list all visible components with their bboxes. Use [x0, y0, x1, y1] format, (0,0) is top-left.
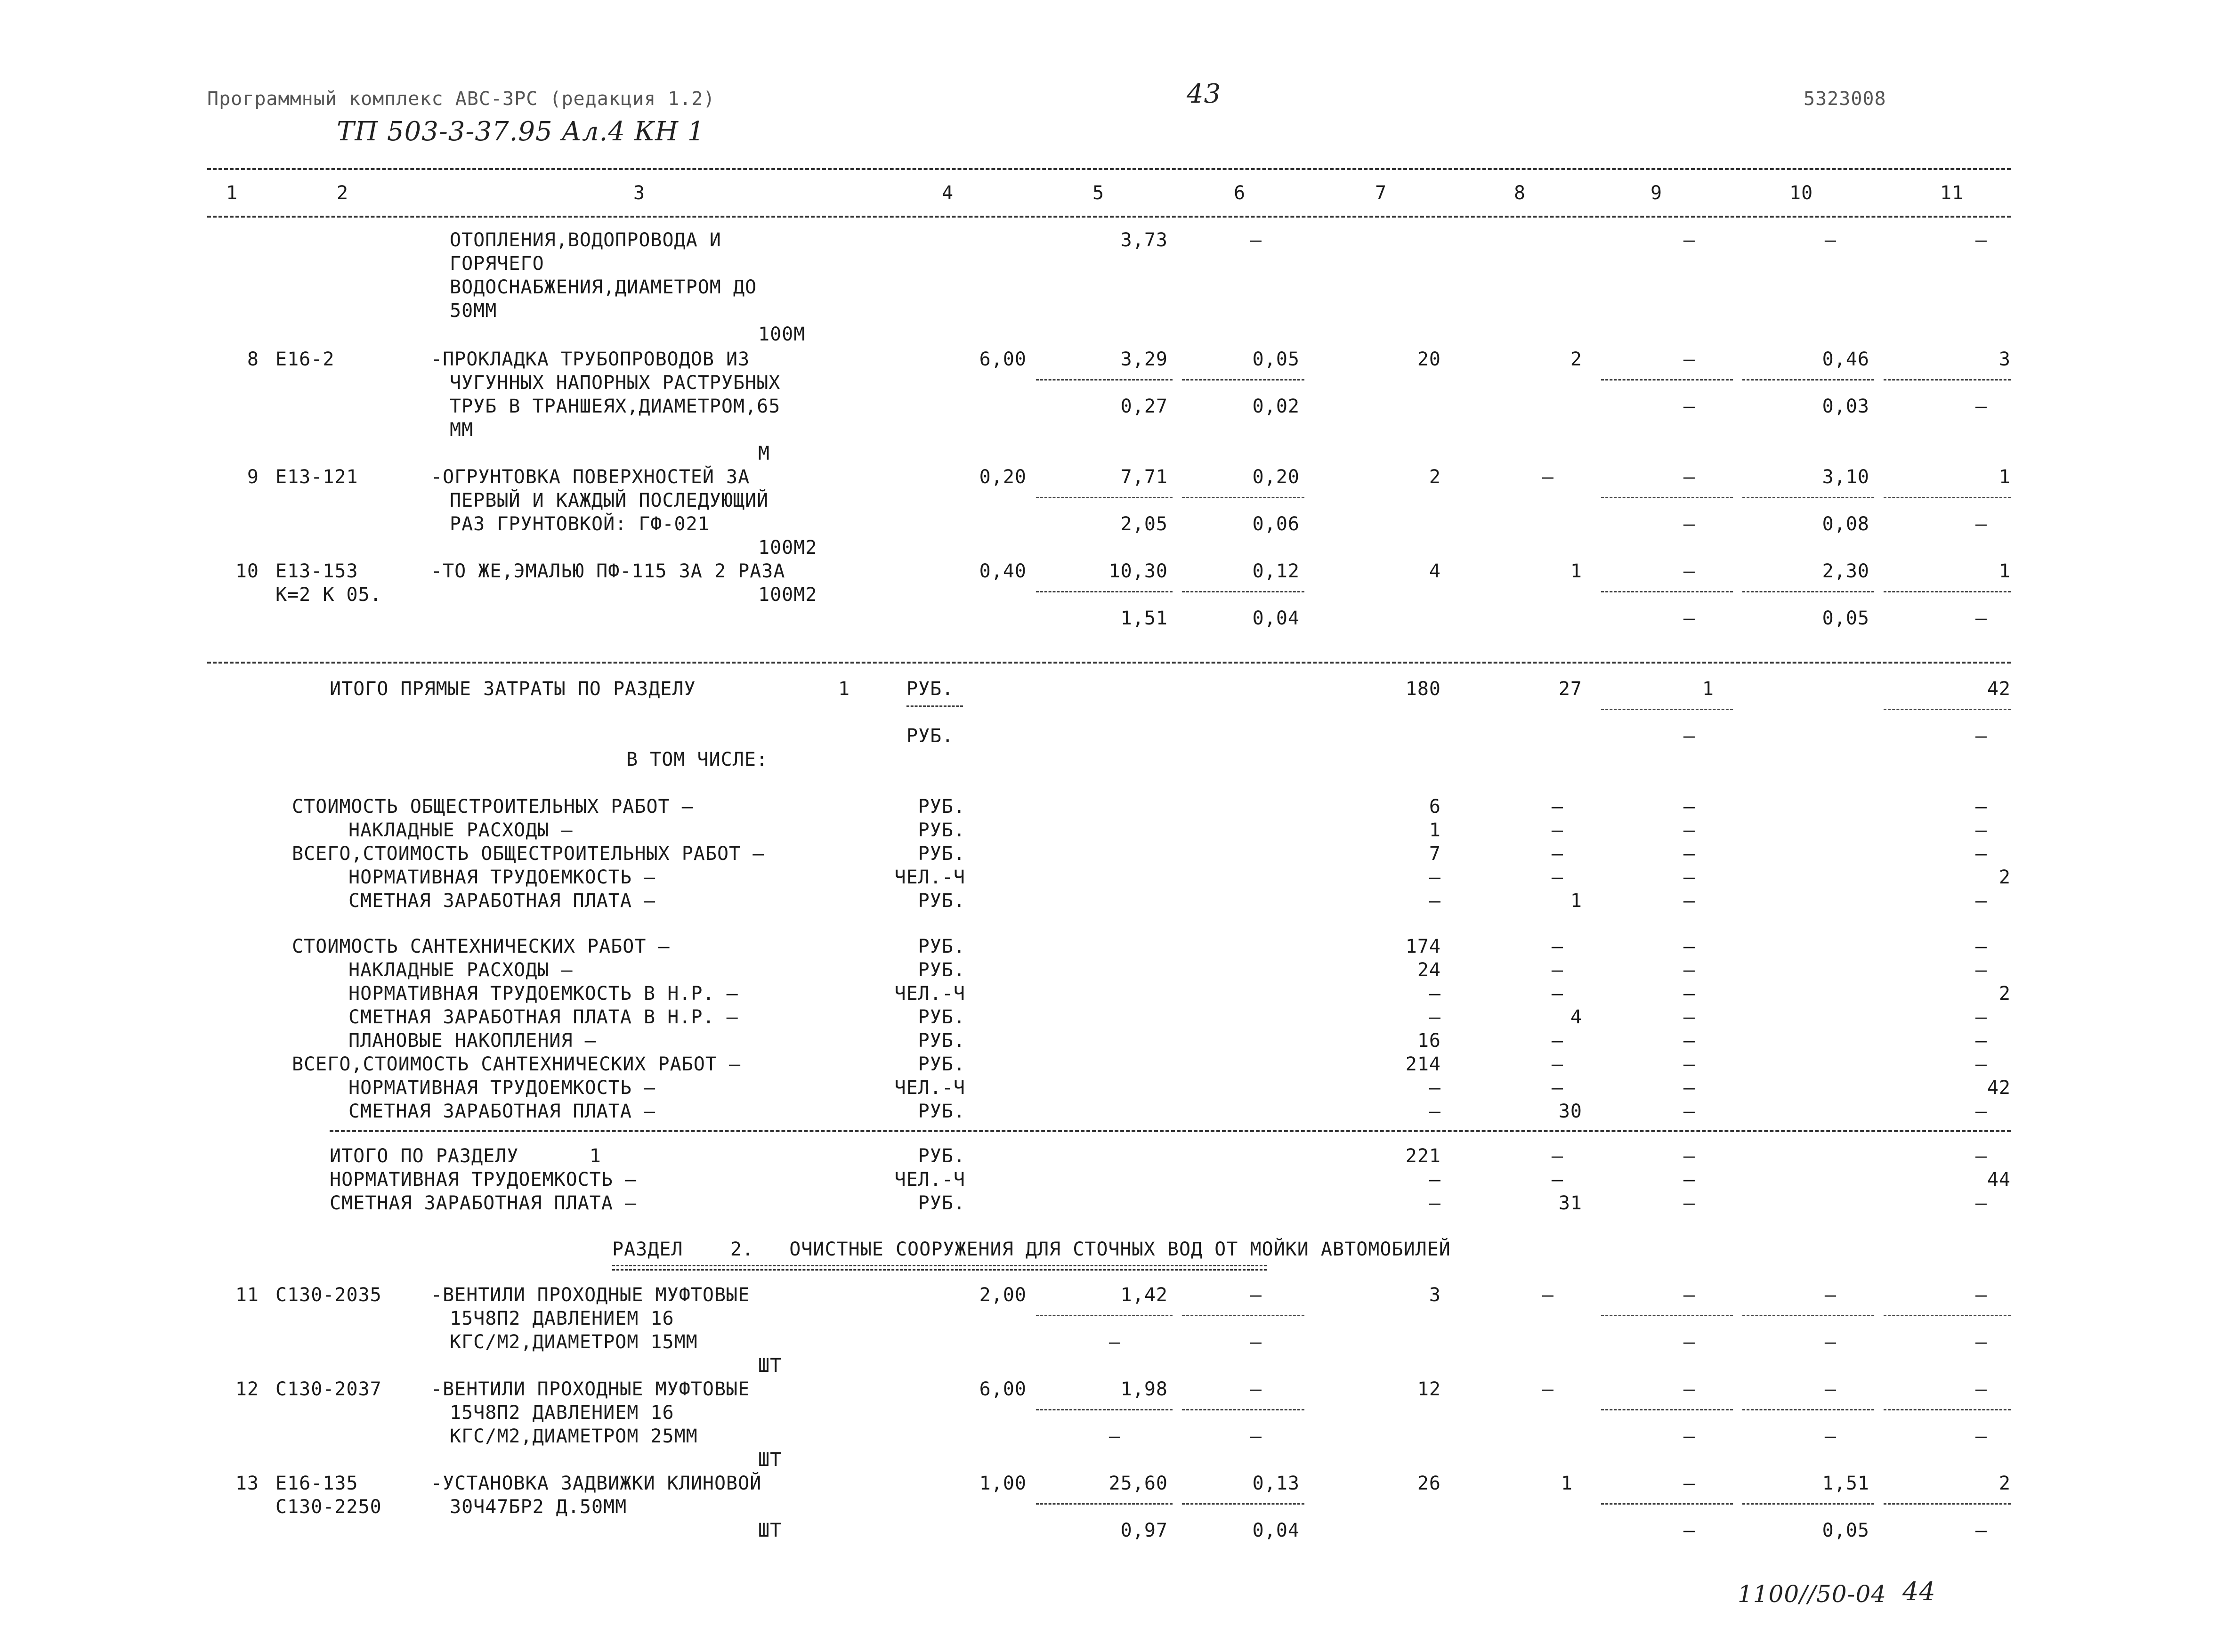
cell-divider [1036, 591, 1173, 592]
col-header-6: 6 [1234, 182, 1246, 204]
summary-unit: РУБ. [918, 796, 965, 818]
cell-c10: – [1824, 1284, 1837, 1306]
item-code-secondary: С130-2250 [275, 1496, 382, 1518]
summary-c8: – [1551, 796, 1563, 818]
including-label: В ТОМ ЧИСЛЕ: [626, 749, 768, 770]
cell-divider [1884, 1409, 2011, 1410]
summary-c9: – [1683, 959, 1695, 981]
summary-c7: – [1429, 890, 1441, 912]
totals-unit: РУБ. [906, 678, 954, 700]
summary-c9: – [1683, 1169, 1695, 1190]
totals-c9: 1 [1702, 678, 1714, 700]
summary-unit: РУБ. [918, 1006, 965, 1028]
cell-c7: 20 [1417, 348, 1441, 370]
cell-divider [1601, 1315, 1733, 1316]
summary-c9: – [1683, 1192, 1695, 1214]
summary-unit: ЧЕЛ.-Ч [894, 866, 965, 888]
cell-c10-b: 0,05 [1822, 1520, 1869, 1541]
summary-c8: – [1551, 1053, 1563, 1075]
cell-divider [1036, 1315, 1173, 1316]
summary-c8: 4 [1570, 1006, 1582, 1028]
summary-c8: – [1551, 1030, 1563, 1052]
col-header-2: 2 [337, 182, 349, 204]
cell-c5: 25,60 [1108, 1473, 1168, 1494]
cell-c11: 1 [1998, 466, 2011, 488]
summary-unit: РУБ. [918, 1053, 965, 1075]
cell-qty: 1,00 [979, 1473, 1027, 1494]
cell-c5-b: 2,05 [1120, 513, 1168, 535]
item-name-line: ММ [450, 419, 474, 441]
cell-c10: – [1824, 1378, 1837, 1400]
cell-divider [1742, 1503, 1874, 1505]
cell-c6-b: 0,04 [1252, 607, 1300, 629]
cell-c9-b: – [1683, 396, 1695, 417]
header-top-rule [207, 168, 2011, 170]
summary-c11: – [1975, 890, 1987, 912]
summary-c7: – [1429, 983, 1441, 1004]
summary-c11: – [1975, 1145, 1987, 1167]
cell-c5: 1,42 [1120, 1284, 1168, 1306]
totals-c11: 42 [1987, 678, 2011, 700]
cell-divider [1884, 591, 2011, 592]
summary-c9: – [1683, 1053, 1695, 1075]
cell-divider [1036, 1503, 1173, 1505]
cell-c6: – [1250, 1284, 1262, 1306]
cell-c11-b: – [1975, 513, 1987, 535]
cell-qty: 2,00 [979, 1284, 1027, 1306]
item-code: С130-2035 [275, 1284, 382, 1306]
item-name-line: -ВЕНТИЛИ ПРОХОДНЫЕ МУФТОВЫЕ [431, 1284, 750, 1306]
summary-label: СМЕТНАЯ ЗАРАБОТНАЯ ПЛАТА – [348, 890, 656, 912]
cell-c11-b: – [1975, 1425, 1987, 1447]
cell-divider [1742, 497, 1874, 498]
item-name-line: -ВЕНТИЛИ ПРОХОДНЫЕ МУФТОВЫЕ [431, 1378, 750, 1400]
summary-c8: – [1551, 866, 1563, 888]
summary-c8: – [1551, 819, 1563, 841]
item-unit: М [758, 443, 770, 464]
summary-c11: 44 [1987, 1169, 2011, 1190]
cell-qty: 6,00 [979, 1378, 1027, 1400]
cell-c9: – [1683, 348, 1695, 370]
summary-c9: – [1683, 796, 1695, 818]
cell-c10-b: 0,08 [1822, 513, 1869, 535]
summary-c8: – [1551, 1145, 1563, 1167]
summary-c11: – [1975, 1192, 1987, 1214]
cell-divider [1182, 591, 1304, 592]
summary-c9: – [1683, 819, 1695, 841]
summary-c7: 1 [1429, 819, 1441, 841]
cell-c10-b: – [1824, 1425, 1837, 1447]
summary-c7: – [1429, 866, 1441, 888]
item-number: 9 [247, 466, 259, 488]
item-unit: 100М2 [758, 537, 817, 559]
summary-label: ПЛАНОВЫЕ НАКОПЛЕНИЯ – [348, 1030, 597, 1052]
item-name-line: ЧУГУННЫХ НАПОРНЫХ РАСТРУБНЫХ [450, 372, 781, 394]
cell-divider [1742, 379, 1874, 381]
cell-c5-b: – [1108, 1425, 1121, 1447]
cell-c7: 3 [1429, 1284, 1441, 1306]
summary-c9: – [1683, 890, 1695, 912]
summary-unit: РУБ. [918, 1145, 965, 1167]
cell-divider [1036, 1409, 1173, 1410]
summary-c7: – [1429, 1077, 1441, 1099]
item-name-line: ВОДОСНАБЖЕНИЯ,ДИАМЕТРОМ ДО [450, 276, 757, 298]
summary-c9: – [1683, 983, 1695, 1004]
cell-c6-b: – [1250, 1331, 1262, 1353]
item-number: 8 [247, 348, 259, 370]
summary-unit: ЧЕЛ.-Ч [894, 1169, 965, 1190]
cell-c10: 0,46 [1822, 348, 1869, 370]
cell-c8: 2 [1570, 348, 1582, 370]
cell-qty: 0,40 [979, 560, 1027, 582]
cell-c9: – [1683, 229, 1695, 251]
cell-c6: 0,12 [1252, 560, 1300, 582]
cell-c8: – [1542, 466, 1554, 488]
summary-c9: – [1683, 866, 1695, 888]
cell-c8: – [1542, 1378, 1554, 1400]
item-name-line: 50ММ [450, 300, 497, 322]
summary-label: ИТОГО ПО РАЗДЕЛУ 1 [330, 1145, 601, 1167]
cell-c6-b: – [1250, 1425, 1262, 1447]
summary-c7: 7 [1429, 843, 1441, 865]
col-header-5: 5 [1092, 182, 1105, 204]
summary-label: НОРМАТИВНАЯ ТРУДОЕМКОСТЬ – [348, 866, 656, 888]
item-name-line: -ПРОКЛАДКА ТРУБОПРОВОДОВ ИЗ [431, 348, 750, 370]
cell-c10: 3,10 [1822, 466, 1869, 488]
totals-unit-2: РУБ. [906, 725, 954, 747]
cell-c5-b: 0,97 [1120, 1520, 1168, 1541]
cell-c10-b: – [1824, 1331, 1837, 1353]
document-code: 5323008 [1804, 88, 1886, 110]
item-code: Е16-2 [275, 348, 335, 370]
summary-c7: 24 [1417, 959, 1441, 981]
cell-divider [1884, 379, 2011, 381]
header-bottom-rule [207, 216, 2011, 218]
summary-c11: 2 [1998, 866, 2011, 888]
cell-divider [1601, 497, 1733, 498]
cell-divider [1884, 709, 2011, 710]
summary-c8: – [1551, 983, 1563, 1004]
col-header-9: 9 [1651, 182, 1663, 204]
cell-qty: 0,20 [979, 466, 1027, 488]
cell-c9-b: – [1683, 1520, 1695, 1541]
cell-c6-b: 0,04 [1252, 1520, 1300, 1541]
cell-divider [1601, 379, 1733, 381]
item-unit: 100М [758, 324, 806, 345]
summary-c7: 6 [1429, 796, 1441, 818]
cell-c11-b: – [1975, 607, 1987, 629]
summary-c9: – [1683, 1101, 1695, 1122]
cell-c11-b: – [1975, 396, 1987, 417]
item-name-line: ГОРЯЧЕГО [450, 253, 544, 275]
cell-divider [1036, 497, 1173, 498]
summary-c9: – [1683, 1030, 1695, 1052]
summary-label: СМЕТНАЯ ЗАРАБОТНАЯ ПЛАТА В Н.Р. – [348, 1006, 738, 1028]
totals-label: ИТОГО ПРЯМЫЕ ЗАТРАТЫ ПО РАЗДЕЛУ [330, 678, 696, 700]
item-code: Е13-121 [275, 466, 358, 488]
summary-c11: 2 [1998, 983, 2011, 1004]
summary-label: СТОИМОСТЬ САНТЕХНИЧЕСКИХ РАБОТ – [292, 936, 670, 957]
summary-label: СТОИМОСТЬ ОБЩЕСТРОИТЕЛЬНЫХ РАБОТ – [292, 796, 694, 818]
col-header-10: 10 [1789, 182, 1813, 204]
cell-c5: 10,30 [1108, 560, 1168, 582]
item-name-line: 15Ч8П2 ДАВЛЕНИЕМ 16 [450, 1402, 674, 1424]
footer-handwritten-note: 1100//50-04 [1738, 1580, 1887, 1608]
cell-c10-b: 0,05 [1822, 607, 1869, 629]
summary-c7: – [1429, 1006, 1441, 1028]
totals-section: 1 [838, 678, 850, 700]
cell-c5: 3,73 [1120, 229, 1168, 251]
summary-unit: ЧЕЛ.-Ч [894, 1077, 965, 1099]
summary-c11: – [1975, 796, 1987, 818]
cell-divider [1182, 1503, 1304, 1505]
cell-divider [1182, 1315, 1304, 1316]
totals-c8: 27 [1558, 678, 1582, 700]
summary-c7: 221 [1405, 1145, 1441, 1167]
cell-divider [1884, 1315, 2011, 1316]
cell-c5-b: 1,51 [1120, 607, 1168, 629]
cell-c9-b: – [1683, 607, 1695, 629]
cell-c11: 1 [1998, 560, 2011, 582]
summary-c11: – [1975, 959, 1987, 981]
item-number: 10 [235, 560, 259, 582]
item-name-line: -УСТАНОВКА ЗАДВИЖКИ КЛИНОВОЙ [431, 1473, 762, 1494]
cell-c5-b: 0,27 [1120, 396, 1168, 417]
totals-c7: 180 [1405, 678, 1441, 700]
summary-c9: – [1683, 1006, 1695, 1028]
summary-unit: РУБ. [918, 959, 965, 981]
program-name: Программный комплекс АВС-3РС (редакция 1.2) [207, 88, 715, 110]
cell-c10: 2,30 [1822, 560, 1869, 582]
item-name-line: ПЕРВЫЙ И КАЖДЫЙ ПОСЛЕДУЮЩИЙ [450, 490, 769, 511]
summary-c11: – [1975, 1030, 1987, 1052]
summary-c11: – [1975, 936, 1987, 957]
cell-divider [1884, 1503, 2011, 1505]
summary-c8: – [1551, 1169, 1563, 1190]
summary-c9: – [1683, 1077, 1695, 1099]
col-header-11: 11 [1940, 182, 1964, 204]
cell-c8: – [1542, 1284, 1554, 1306]
summary-c11: – [1975, 1053, 1987, 1075]
summary-label: НОРМАТИВНАЯ ТРУДОЕМКОСТЬ – [330, 1169, 637, 1190]
summary-unit: РУБ. [918, 936, 965, 957]
summary-c11: – [1975, 1101, 1987, 1122]
summary-unit: РУБ. [918, 890, 965, 912]
summary-label: НАКЛАДНЫЕ РАСХОДЫ – [348, 819, 573, 841]
cell-c11-b: – [1975, 1520, 1987, 1541]
summary-label: ВСЕГО,СТОИМОСТЬ САНТЕХНИЧЕСКИХ РАБОТ – [292, 1053, 741, 1075]
cell-qty: 6,00 [979, 348, 1027, 370]
cell-c11: – [1975, 1284, 1987, 1306]
cell-divider [1601, 709, 1733, 710]
summary-unit: РУБ. [918, 1101, 965, 1122]
item-number: 12 [235, 1378, 259, 1400]
cell-c8: 1 [1561, 1473, 1573, 1494]
summary-label: ВСЕГО,СТОИМОСТЬ ОБЩЕСТРОИТЕЛЬНЫХ РАБОТ – [292, 843, 765, 865]
col-header-8: 8 [1514, 182, 1526, 204]
cell-c10: 1,51 [1822, 1473, 1869, 1494]
item-code-coef: К=2 К 05. [275, 584, 382, 606]
cell-divider [1182, 1409, 1304, 1410]
summary-label: СМЕТНАЯ ЗАРАБОТНАЯ ПЛАТА – [348, 1101, 656, 1122]
cell-c6: – [1250, 1378, 1262, 1400]
item-name-line: КГС/М2,ДИАМЕТРОМ 15ММ [450, 1331, 698, 1353]
cell-c10-b: 0,03 [1822, 396, 1869, 417]
item-name-line: 30Ч47БР2 Д.50ММ [450, 1496, 627, 1518]
cell-c5: 7,71 [1120, 466, 1168, 488]
cell-c9-b: – [1683, 513, 1695, 535]
summary-label: НОРМАТИВНАЯ ТРУДОЕМКОСТЬ В Н.Р. – [348, 983, 738, 1004]
item-unit: ШТ [758, 1449, 782, 1471]
cell-c9: – [1683, 560, 1695, 582]
cell-c11: 3 [1998, 348, 2011, 370]
cell-c7: 2 [1429, 466, 1441, 488]
item-code: Е13-153 [275, 560, 358, 582]
cell-c6: 0,20 [1252, 466, 1300, 488]
col-header-3: 3 [633, 182, 646, 204]
totals-c11-b: – [1975, 725, 1987, 747]
col-header-1: 1 [226, 182, 238, 204]
cell-c6-b: 0,02 [1252, 396, 1300, 417]
cell-c6: 0,13 [1252, 1473, 1300, 1494]
summary-label: НОРМАТИВНАЯ ТРУДОЕМКОСТЬ – [348, 1077, 656, 1099]
cell-divider [1601, 1503, 1733, 1505]
item-name-line: ТРУБ В ТРАНШЕЯХ,ДИАМЕТРОМ,65 [450, 396, 781, 417]
cell-c5: 3,29 [1120, 348, 1168, 370]
summary-c7: 174 [1405, 936, 1441, 957]
summary-unit: РУБ. [918, 1192, 965, 1214]
item-name-line: КГС/М2,ДИАМЕТРОМ 25ММ [450, 1425, 698, 1447]
cell-divider [906, 705, 963, 707]
summary-c8: – [1551, 1077, 1563, 1099]
summary-c8: 31 [1558, 1192, 1582, 1214]
cell-c9-b: – [1683, 1425, 1695, 1447]
col-header-7: 7 [1375, 182, 1387, 204]
cell-divider [1742, 591, 1874, 592]
summary-unit: РУБ. [918, 843, 965, 865]
summary-c9: – [1683, 936, 1695, 957]
item-number: 11 [235, 1284, 259, 1306]
col-header-4: 4 [942, 182, 954, 204]
item-unit: ШТ [758, 1520, 782, 1541]
summary-c11: 42 [1987, 1077, 2011, 1099]
cell-divider [1182, 379, 1304, 381]
cell-divider [1884, 497, 2011, 498]
cell-c9: – [1683, 1284, 1695, 1306]
cell-c7: 26 [1417, 1473, 1441, 1494]
summary-c7: 214 [1405, 1053, 1441, 1075]
section-title: РАЗДЕЛ 2. ОЧИСТНЫЕ СООРУЖЕНИЯ ДЛЯ СТОЧНЫХ ВОД ОТ МОЙКИ АВТОМОБИЛЕЙ [612, 1239, 1451, 1260]
summary-label: НАКЛАДНЫЕ РАСХОДЫ – [348, 959, 573, 981]
handwritten-reference: ТП 503-3-37.95 Ал.4 КН 1 [337, 116, 705, 147]
summary-c7: – [1429, 1192, 1441, 1214]
item-code: Е16-135 [275, 1473, 358, 1494]
summary-rule [330, 1130, 2011, 1132]
totals-c9-b: – [1683, 725, 1695, 747]
cell-divider [1036, 379, 1173, 381]
cell-c11: – [1975, 229, 1987, 251]
summary-c8: 30 [1558, 1101, 1582, 1122]
cell-c6: – [1250, 229, 1262, 251]
cell-c6-b: 0,06 [1252, 513, 1300, 535]
item-unit: 100М2 [758, 584, 817, 606]
cell-divider [1601, 591, 1733, 592]
summary-c8: – [1551, 843, 1563, 865]
cell-c9: – [1683, 1378, 1695, 1400]
summary-unit: ЧЕЛ.-Ч [894, 983, 965, 1004]
cell-c8: 1 [1570, 560, 1582, 582]
footer-handwritten-page: 44 [1902, 1577, 1936, 1606]
summary-c9: – [1683, 843, 1695, 865]
item-unit: ШТ [758, 1355, 782, 1377]
summary-label: СМЕТНАЯ ЗАРАБОТНАЯ ПЛАТА – [330, 1192, 637, 1214]
cell-c9: – [1683, 1473, 1695, 1494]
summary-c7: 16 [1417, 1030, 1441, 1052]
summary-c8: – [1551, 936, 1563, 957]
item-name-line: 15Ч8П2 ДАВЛЕНИЕМ 16 [450, 1308, 674, 1329]
item-number: 13 [235, 1473, 259, 1494]
cell-c9-b: – [1683, 1331, 1695, 1353]
cell-c7: 12 [1417, 1378, 1441, 1400]
section-end-rule [207, 662, 2011, 664]
summary-c9: – [1683, 1145, 1695, 1167]
cell-c11: 2 [1998, 1473, 2011, 1494]
section-title-underline [612, 1265, 1267, 1271]
cell-divider [1742, 1409, 1874, 1410]
cell-c11-b: – [1975, 1331, 1987, 1353]
item-name-line: -ТО ЖЕ,ЭМАЛЬЮ ПФ-115 ЗА 2 РАЗА [431, 560, 785, 582]
summary-c7: – [1429, 1169, 1441, 1190]
summary-c11: – [1975, 1006, 1987, 1028]
cell-divider [1182, 497, 1304, 498]
cell-c5-b: – [1108, 1331, 1121, 1353]
cell-c9: – [1683, 466, 1695, 488]
cell-c11: – [1975, 1378, 1987, 1400]
summary-unit: РУБ. [918, 1030, 965, 1052]
cell-c5: 1,98 [1120, 1378, 1168, 1400]
cell-c10: – [1824, 229, 1837, 251]
item-code: С130-2037 [275, 1378, 382, 1400]
item-name-line: -ОГРУНТОВКА ПОВЕРХНОСТЕЙ ЗА [431, 466, 750, 488]
cell-c7: 4 [1429, 560, 1441, 582]
cell-divider [1742, 1315, 1874, 1316]
item-name-line: РАЗ ГРУНТОВКОЙ: ГФ-021 [450, 513, 710, 535]
cell-divider [1601, 1409, 1733, 1410]
page-number: 43 [1187, 79, 1222, 109]
summary-c8: 1 [1570, 890, 1582, 912]
summary-unit: РУБ. [918, 819, 965, 841]
cell-c6: 0,05 [1252, 348, 1300, 370]
summary-c11: – [1975, 819, 1987, 841]
summary-c11: – [1975, 843, 1987, 865]
summary-c8: – [1551, 959, 1563, 981]
item-name-line: ОТОПЛЕНИЯ,ВОДОПРОВОДА И [450, 229, 721, 251]
summary-c7: – [1429, 1101, 1441, 1122]
